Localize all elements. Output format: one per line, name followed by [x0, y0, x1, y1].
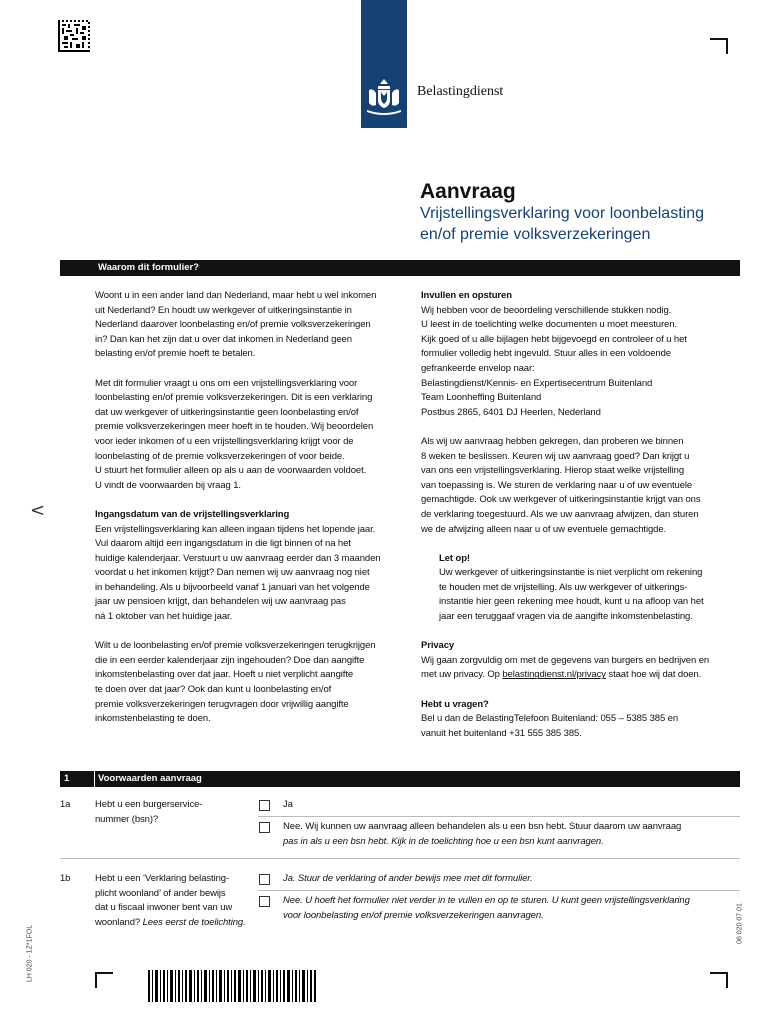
divider-1a	[258, 816, 740, 817]
paragraph-refund: Wilt u de loonbelasting en/of premie volksverzekeringen terugkrijgen die in een eerder kalenderjaar zijn ingehouden? Doe dan aangifte inkomstenbelasting over dat jaar. Hoeft u niet verplicht aangifte te doen over dat jaar? Ook dan kunt u loonbelasting en/of premie volksverzekeringen terugvragen door vrijwillig aangifte inkomstenbelasting te doen.	[95, 640, 376, 725]
heading-start-date: Ingangsdatum van de vrijstellingsverklaring	[95, 508, 290, 520]
checkbox-1a-no[interactable]	[259, 822, 270, 833]
option-1b-yes: Ja. Stuur de verklaring of ander bewijs mee met dit formulier.	[283, 873, 533, 884]
page-subtitle-line2: en/of premie volksverzekeringen	[420, 226, 651, 243]
question-text-1b: Hebt u een ‘Verklaring belasting- plicht woonland’ of ander bewijs dat u fiscaal inwoner bent van uw woonland? Lees eerst de toelichting.	[95, 873, 246, 928]
option-1b-no: Nee. U hoeft het formulier niet verder in te vullen en op te sturen. U kunt geen vrijstellingsverklaring voor loonbelasting en/of premie volksverzekeringen aanvragen.	[283, 895, 690, 921]
privacy-heading: Privacy	[421, 640, 455, 652]
paragraph-fill-send: Wij hebben voor de beoordeling verschillende stukken nodig. U leest in de toelichting welke documenten u moet meesturen. Kijk goed of u alle bijlagen hebt bijgevoegd en controleer of u het formulier volledig hebt ingevuld. Stuur alles in een voldoende gefrankeerde envelop naar: Belastingdienst/Kennis- en Expertisecentrum Buitenland Team Loonheffing Buitenland Postbus 2865, 6401 DJ Heerlen, Nederland	[421, 304, 687, 418]
questions-heading: Hebt u vragen?	[421, 698, 489, 710]
checkbox-1a-yes[interactable]	[259, 800, 270, 811]
logo-emblem	[361, 0, 407, 128]
coat-of-arms-icon	[361, 0, 407, 128]
note-block	[421, 552, 741, 625]
heading-fill-send: Invullen en opsturen	[421, 290, 512, 301]
logo	[361, 0, 521, 130]
note-heading: Let op!	[439, 552, 470, 564]
paragraph-process: Als wij uw aanvraag hebben gekregen, dan proberen we binnen 8 weken te beslissen. Keuren wij uw aanvraag goed? Dan krijgt u van ons een vrijstellingsverklaring. Hierop staat welke vrijstelling van toepassing is. We sturen de verklaring naar u of uw eventuele gemachtigde. Ook uw werkgever of uitkeringsinstantie krijgt van ons de verklaring toegestuurd. Als we uw aanvraag afwijzen, dan sturen we de afwijzing alleen naar u of uw eventuele gemachtigde.	[421, 435, 701, 535]
option-1a-no: Nee. Wij kunnen uw aanvraag alleen behandelen als u een bsn hebt. Stuur daarom uw aanvraag pas in als u een bsn hebt. Kijk in de toelichting hoe u een bsn kunt aanvragen.	[283, 821, 682, 847]
divider-1b	[258, 890, 740, 891]
note-text: Uw werkgever of uitkeringsinstantie is niet verplicht om rekening te houden met de vrijstelling. Als uw werkgever of uitkerings- instantie hier geen rekening mee houdt, kunt u na afloop van het jaar een teruggaaf vragen via de aangifte inkomstenbelasting.	[439, 567, 704, 623]
barcode	[148, 970, 316, 1002]
checkbox-1b-yes[interactable]	[259, 874, 270, 885]
crop-mark-bottom-right	[710, 972, 728, 988]
org-name: Belastingdienst	[417, 84, 504, 99]
section-number-1: 1	[64, 773, 70, 784]
section-heading-1: Voorwaarden aanvraag	[98, 773, 202, 784]
divider-1a-end	[60, 858, 740, 859]
question-number-1b: 1b	[60, 873, 71, 884]
version-code: 06 020 07 01	[736, 903, 744, 944]
page-subtitle-line1: Vrijstellingsverklaring voor loonbelasting	[420, 205, 704, 222]
privacy-text: Wij gaan zorgvuldig om met de gegevens van burgers en bedrijven en met uw privacy. Op belastingdienst.nl/privacy staat hoe wij dat doen.	[421, 654, 710, 681]
why-right-column	[421, 289, 741, 741]
paragraph-purpose: Met dit formulier vraagt u ons om een vrijstellingsverklaring voor loonbelasting en/of premie volksverzekeringen. Dit is een verklaring dat uw werkgever of uitkeringsinstantie geen loonbelasting en/of premie volksverzekeringen meer hoeft in te houden. Wij beoordelen voor ieder inkomen of u een vrijstellingsverklaring krijgt voor de loonbelasting of de premie volksverzekeringen of voor beide. U stuurt het formulier alleen op als u aan de voorwaarden voldoet. U vindt de voorwaarden bij vraag 1.	[95, 377, 374, 491]
question-number-1a: 1a	[60, 799, 71, 810]
checkbox-1b-no[interactable]	[259, 896, 270, 907]
question-text-1a: Hebt u een burgerservice- nummer (bsn)?	[95, 799, 203, 825]
section-header-1	[60, 771, 740, 787]
option-1a-yes: Ja	[283, 799, 293, 810]
section-header-why	[60, 260, 740, 276]
page-title: Aanvraag	[420, 180, 516, 203]
why-left-column	[95, 289, 405, 727]
page-arrow-icon: <	[30, 500, 46, 521]
questions-text: Bel u dan de BelastingTelefoon Buitenland: 055 – 5385 385 en vanuit het buitenland +31 555 385 385.	[421, 713, 679, 739]
crop-mark-bottom-left	[95, 972, 113, 988]
paragraph-intro: Woont u in een ander land dan Nederland, maar hebt u wel inkomen uit Nederland? En houdt uw werkgever of uitkeringsinstantie in Nederland daarover loonbelasting en/of premie volksverzekeringen in? Dan kan het zijn dat u over dat inkomen in Nederland geen belasting en/of premie hoeft te betalen.	[95, 290, 377, 360]
paragraph-start-date: Een vrijstellingsverklaring kan alleen ingaan tijdens het lopende jaar. Vul daarom altijd een ingangsdatum in die ligt binnen of na het huidige kalenderjaar. Verstuurt u uw aanvraag eerder dan 3 maanden voordat u het inkomen krijgt? Dan nemen wij uw aanvraag nog niet in behandeling. Als u bijvoorbeeld vanaf 1 januari van het volgende jaar uw pensioen krijgt, dan behandelen wij uw aanvraag pas ná 1 oktober van het huidige jaar.	[95, 523, 381, 623]
section-heading-why: Waarom dit formulier?	[98, 262, 199, 273]
form-code: LH 020 - 1Z*1FOL	[26, 924, 34, 983]
section-separator	[94, 771, 95, 787]
crop-mark-top-right	[710, 38, 728, 54]
privacy-link[interactable]: belastingdienst.nl/privacy	[502, 669, 606, 681]
datamatrix-code	[58, 20, 90, 52]
